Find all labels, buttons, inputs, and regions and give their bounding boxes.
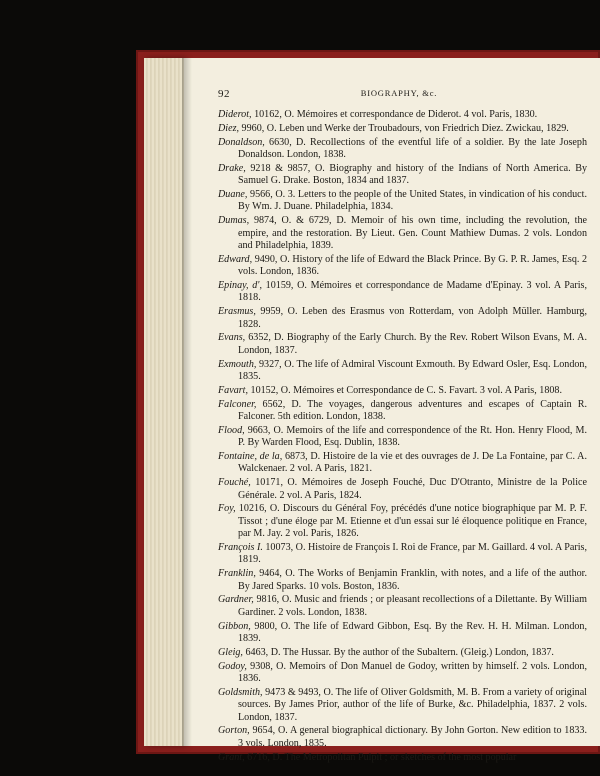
entry-text: 9800, O. The life of Edward Gibbon, Esq. By the Rev. H. H. Milman. London, 1839. [238,620,587,645]
entry-text: 6562, D. The voyages, dangerous adventures and escapes of Captain R. Falconer. 5th edition. London, 1838. [238,398,587,423]
catalog-entry [218,647,587,659]
entry-text: 9473 & 9493, O. The life of Oliver Goldsmith, M. B. From a variety of original sources. By James Prior, author of the life of Burke, &c. Philadelphia, 1837. 2 vols. London, 1837. [238,686,587,723]
catalog-entry [218,542,587,567]
catalog-entry [218,687,587,724]
catalog-entry [218,661,587,686]
entry-text: 9654, O. A general biographical dictionary. By John Gorton. New edition to 1833. 3 vols. London, 1835. [238,725,587,749]
entry-text: 10171, O. Mémoires de Joseph Fouché, Duc D'Otranto, Ministre de la Police Générale. 2 vol. A Paris, 1824. [238,477,587,501]
catalog-entry [218,385,587,397]
entry-name: Drake, [218,162,246,174]
catalog-entry [218,189,587,214]
running-title: BIOGRAPHY, &c. [360,88,438,98]
entry-name: Duane, [218,189,248,200]
book-page [184,58,600,763]
entry-text: 9566, O. 3. Letters to the people of the United States, in vindication of his conduct. By Wm. J. Duane. Philadelphia, 1834. [238,189,587,213]
entry-name: Donaldson, [218,136,265,148]
catalog-entry [218,306,587,331]
entry-text: 9663, O. Memoirs of the life and correspondence of the Rt. Hon. Henry Flood, M. P. By Warden Flood, Esq. Dublin, 1838. [238,424,587,449]
entry-name: Foy, [218,503,236,515]
catalog-entry [218,215,587,252]
entry-name: Franklin, [218,568,256,580]
entry-name: Falconer, [218,398,257,410]
entry-name: Godoy, [218,660,247,672]
entry-name: François I. [218,542,263,554]
entry-name: Diderot, [218,109,252,120]
entry-text: 10152, O. Mémoires et Correspondance de C. S. Favart. 3 vol. A Paris, 1808. [248,384,562,396]
catalog-entry [218,594,587,619]
gutter-shadow [182,58,192,746]
running-header [218,88,580,102]
entry-text: 9308, O. Memoirs of Don Manuel de Godoy, written by himself. 2 vols. London, 1836. [238,660,587,685]
entry-name: Flood, [218,424,245,436]
entry-text: 9959, O. Leben des Erasmus von Rotterdam, von Adolph Müller. Hamburg, 1828. [238,306,587,330]
entry-name: Gibbon, [218,620,251,632]
entry-name: Erasmus, [218,306,256,318]
entry-name: Exmouth, [218,358,257,370]
catalog-entry [218,399,587,424]
catalog-entry [218,359,587,384]
entry-text: 6630, D. Recollections of the eventful life of a soldier. By the late Joseph Donaldson. London, 1838. [238,136,587,160]
entry-text: 10159, O. Mémoires et correspondance de Madame d'Epinay. 3 vol. A Paris, 1818. [238,280,587,304]
entry-name: Gorton, [218,725,250,737]
catalog-entry [218,568,587,593]
entry-name: Evans, [218,332,246,344]
entry-text: 6352, D. Biography of the Early Church. By the Rev. Robert Wilson Evans, M. A. London, 1837. [238,332,587,356]
entry-text: 9490, O. History of the life of Edward the Black Prince. By G. P. R. James, Esq. 2 vols. London, 1836. [238,253,587,278]
entry-name: Favart, [218,384,248,396]
entry-text: 9327, O. The life of Admiral Viscount Exmouth. By Edward Osler, Esq. London, 1835. [238,358,587,383]
catalog-entry [218,137,587,162]
entry-text: 9816, O. Music and friends ; or pleasant recollections of a Dilettante. By William Gardiner. 2 vols. London, 1838. [238,594,587,618]
entry-name: Epinay, d', [218,280,262,292]
catalog-entry [218,621,587,646]
entry-name: Goldsmith, [218,686,263,698]
catalog-entry [218,254,587,279]
catalog-entry [218,123,587,135]
entry-list [218,109,587,765]
catalog-entry [218,425,587,450]
page-edges [144,58,184,746]
catalog-entry [218,752,587,764]
entry-name: Gardner, [218,594,254,606]
catalog-entry [218,109,587,121]
entry-text: 6873, D. Histoire de la vie et des ouvrages de J. De La Fontaine, par C. A. Walckenaer. 2 vol. A Paris, 1821. [238,451,587,475]
catalog-entry [218,503,587,540]
entry-text: 9464, O. The Works of Benjamin Franklin, with notes, and a life of the author. By Jared Sparks. 10 vols. Boston, 1836. [238,568,587,592]
entry-text: 9874, O. & 6729, D. Memoir of his own time, including the revolution, the empire, and the restoration. By Lieut. Gen. Count Mathiew Dumas. 2 vols. London and Philadelphia, 1839. [238,215,587,252]
entry-name: Diez, [218,122,240,134]
entry-text: 9218 & 9857, O. Biography and history of the Indians of North America. By Samuel G. Drake. Boston, 1834 and 1837. [238,162,587,187]
catalog-entry [218,725,587,750]
entry-name: Gleig, [218,646,243,658]
entry-text: 10073, O. Histoire de François I. Roi de France, par M. Gaillard. 4 vol. A Paris, 1819. [238,542,587,566]
entry-name: Fouché, [218,477,251,489]
entry-name: Fontaine, de la, [218,451,283,463]
entry-name: Edward, [218,253,253,265]
entry-text: 10216, O. Discours du Général Foy, précédés d'une notice biographique par M. P. F. Tissot ; d'une éloge par M. Etienne et d'un essai sur lé éloquence politique en France, par M. Jay. 2 vol. Paris, 1826. [235,503,587,540]
entry-name: Dumas, [218,215,250,227]
entry-text: 10162, O. Mémoires et correspondance de Diderot. 4 vol. Paris, 1830. [251,109,538,120]
catalog-entry [218,163,587,188]
catalog-entry [218,332,587,357]
page-number: 92 [218,88,230,100]
entry-text: 9960, O. Leben und Werke der Troubadours, von Friedrich Diez. Zwickau, 1829. [239,122,569,134]
entry-name: Grant, [218,751,245,763]
catalog-entry [218,451,587,476]
entry-text: 6716, D. The Metropolitan Pulpit ; or sketches of the most popular [244,751,517,763]
entry-text: 6463, D. The Hussar. By the author of the Subaltern. (Gleig.) London, 1837. [242,646,554,658]
catalog-entry [218,280,587,305]
catalog-entry [218,477,587,502]
